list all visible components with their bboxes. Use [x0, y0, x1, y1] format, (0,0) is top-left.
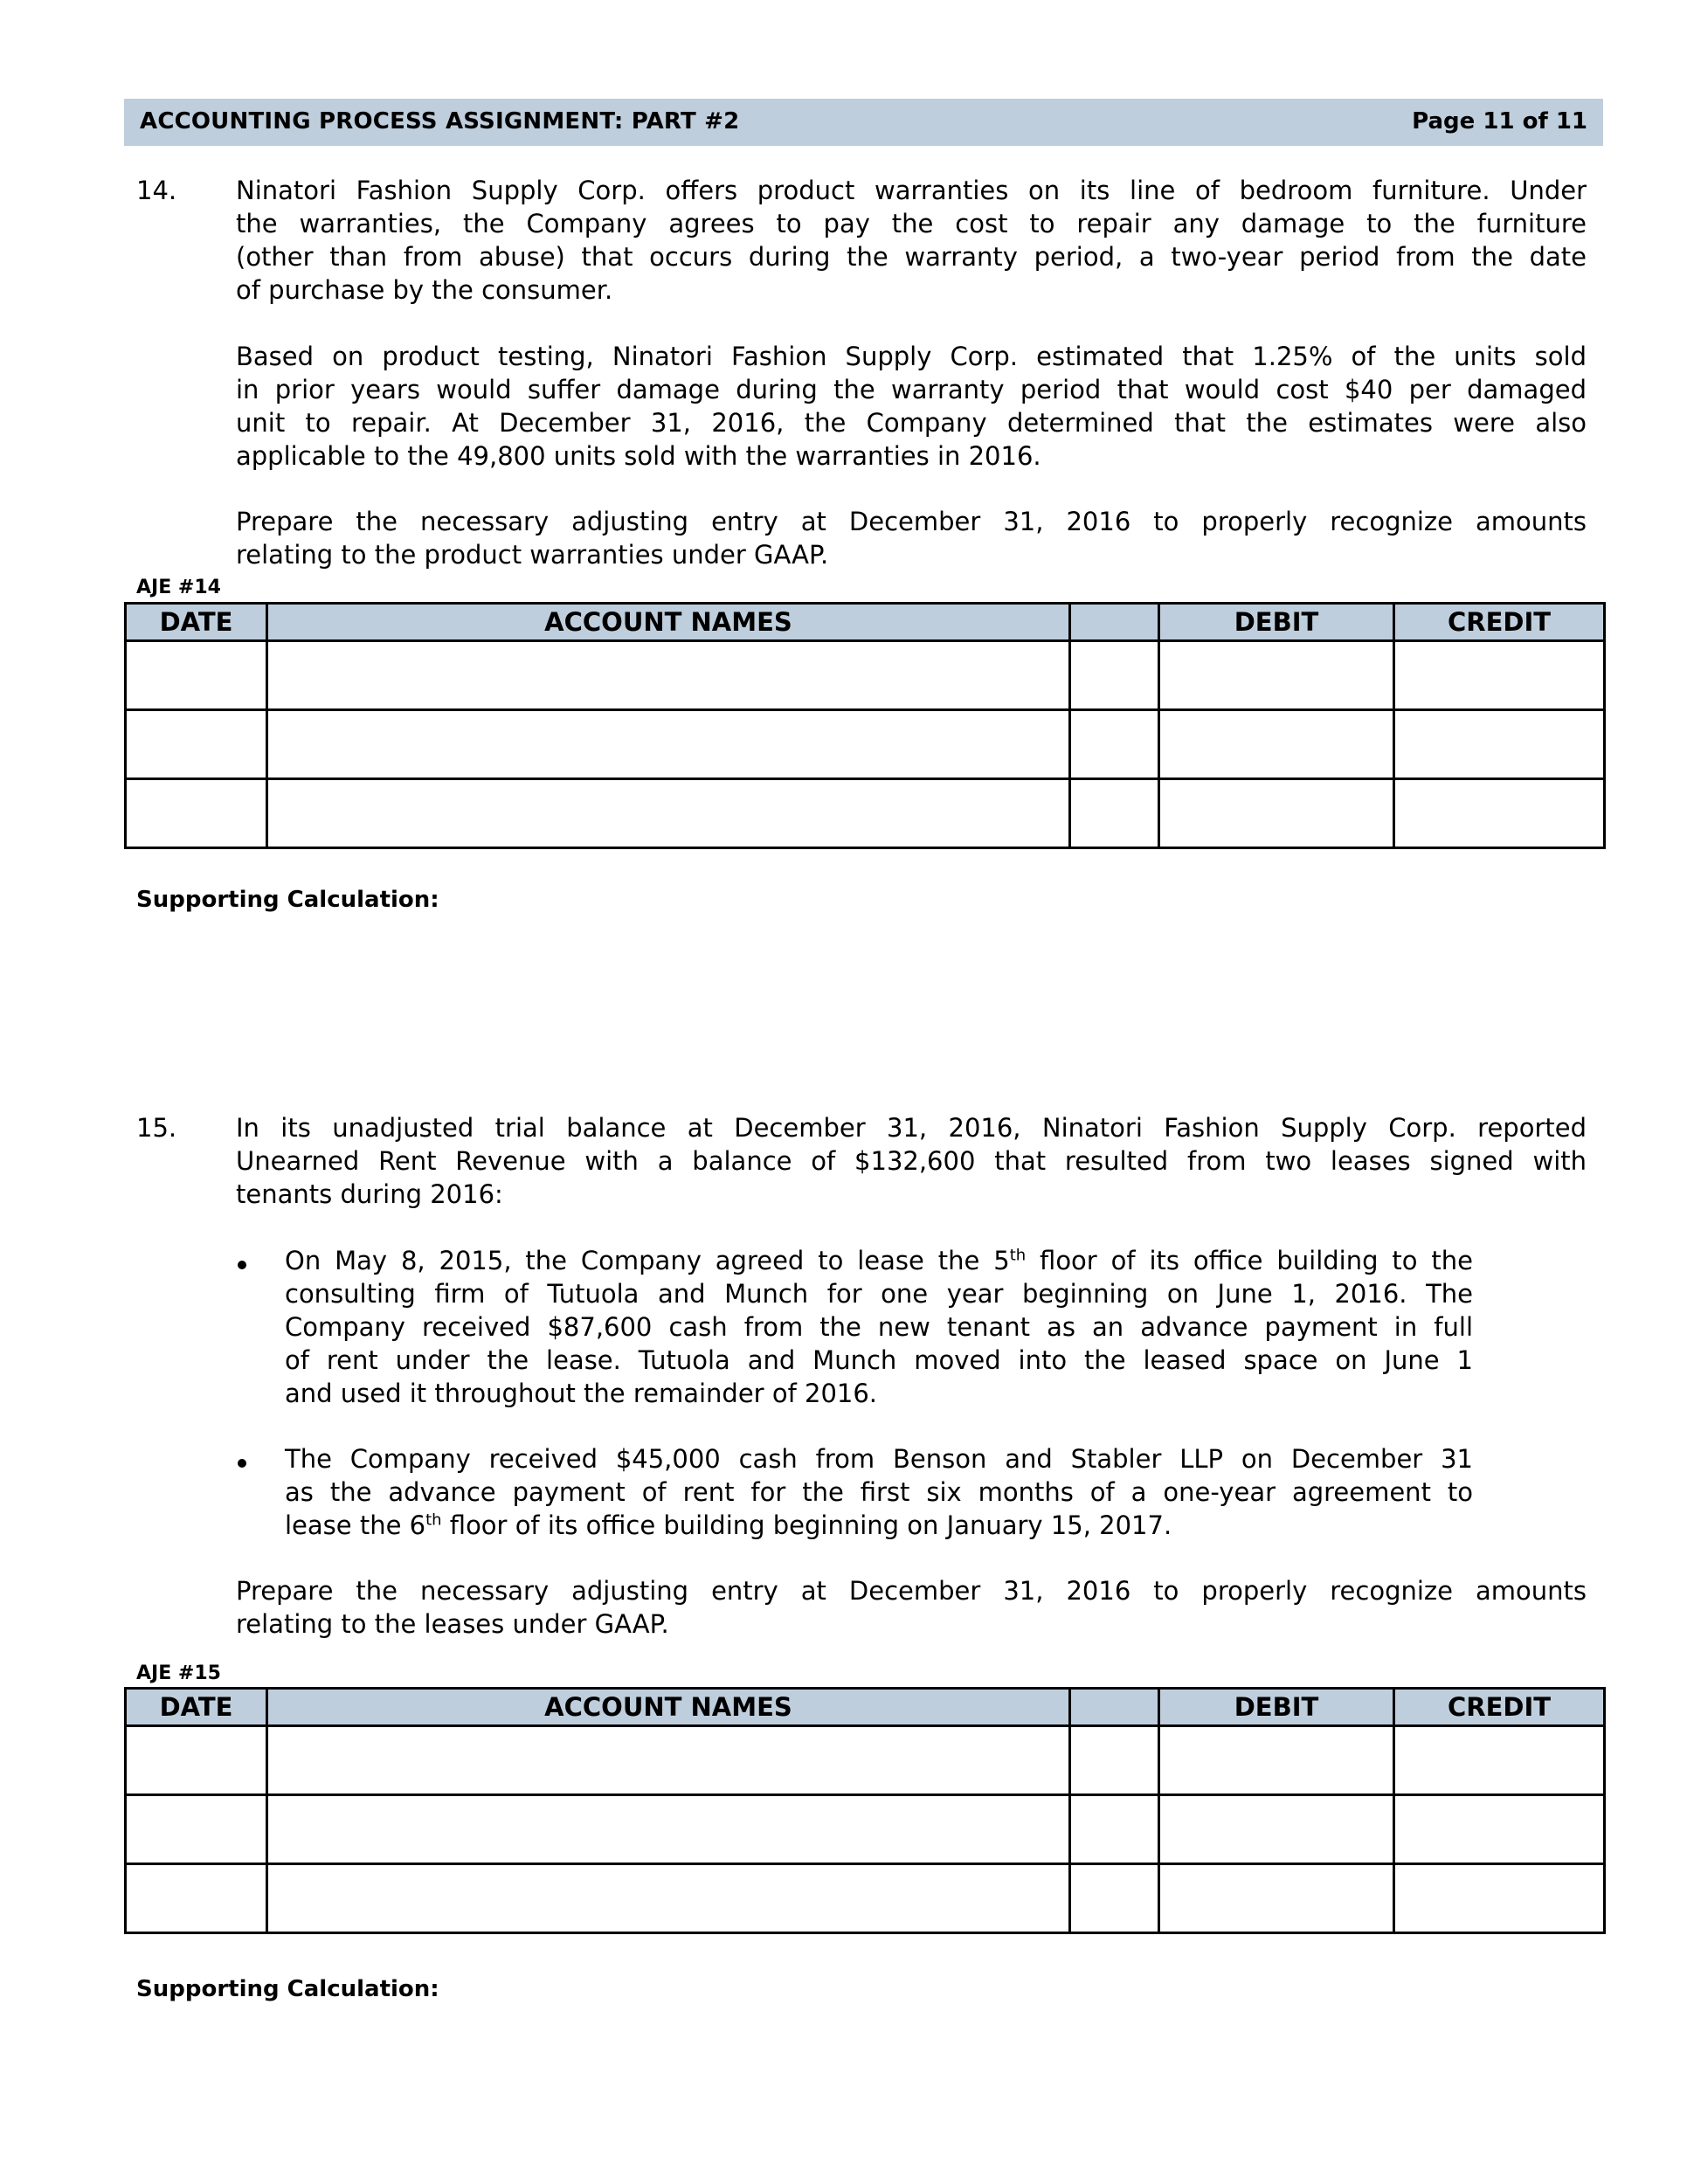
page-number: Page 11 of 11: [1412, 108, 1587, 135]
table-row: [126, 1795, 1605, 1864]
account-name-cell[interactable]: [267, 1795, 1070, 1864]
question-14-number: 14.: [136, 176, 177, 205]
ref-cell[interactable]: [1070, 1795, 1159, 1864]
supporting-calculation-15-label: Supporting Calculation:: [136, 1976, 439, 2002]
text-line: Ninatori Fashion Supply Corp. offers product warranties on its line of bedroom furniture. Under: [236, 176, 1587, 205]
column-header-date: DATE: [126, 604, 267, 641]
ref-cell[interactable]: [1070, 1726, 1159, 1795]
text-line: and used it throughout the remainder of 2016.: [285, 1379, 878, 1408]
text-segment: floor of its office building to the: [1026, 1246, 1474, 1275]
text-line: the warranties, the Company agrees to pay the cost to repair any damage to the furniture: [236, 209, 1587, 238]
bullet-icon: [238, 1261, 246, 1269]
question-14-instruction: [236, 505, 1587, 571]
question-14-paragraph-1: [236, 174, 1587, 307]
debit-cell[interactable]: [1159, 710, 1394, 779]
text-line: Company received $87,600 cash from the new tenant as an advance payment in full: [285, 1312, 1473, 1342]
date-cell[interactable]: [126, 1726, 267, 1795]
text-line: Unearned Rent Revenue with a balance of $132,600 that resulted from two leases signed with: [236, 1146, 1587, 1176]
debit-cell[interactable]: [1159, 1864, 1394, 1933]
text-line: as the advance payment of rent for the first six months of a one-year agreement to: [285, 1477, 1473, 1507]
text-line: The Company received $45,000 cash from Benson and Stabler LLP on December 31: [285, 1444, 1473, 1474]
account-name-cell[interactable]: [267, 1864, 1070, 1933]
table-row: [126, 1864, 1605, 1933]
column-header-account-names: ACCOUNT NAMES: [267, 604, 1070, 641]
table-row: [126, 710, 1605, 779]
aje-15-label: AJE #15: [136, 1662, 221, 1684]
debit-cell[interactable]: [1159, 641, 1394, 710]
question-14-paragraph-2: [236, 340, 1587, 473]
credit-cell[interactable]: [1394, 710, 1605, 779]
ref-cell[interactable]: [1070, 641, 1159, 710]
text-line: In its unadjusted trial balance at December 31, 2016, Ninatori Fashion Supply Corp. reported: [236, 1113, 1587, 1143]
debit-cell[interactable]: [1159, 779, 1394, 848]
page-header-bar: [124, 99, 1603, 146]
table-header-row: [126, 1689, 1605, 1726]
column-header-credit: CREDIT: [1394, 1689, 1605, 1726]
text-line: consulting firm of Tutuola and Munch for one year beginning on June 1, 2016. The: [285, 1279, 1473, 1309]
column-header-account-names: ACCOUNT NAMES: [267, 1689, 1070, 1726]
column-header-blank: [1070, 1689, 1159, 1726]
ref-cell[interactable]: [1070, 710, 1159, 779]
account-name-cell[interactable]: [267, 1726, 1070, 1795]
credit-cell[interactable]: [1394, 1726, 1605, 1795]
text-line: of purchase by the consumer.: [236, 275, 613, 305]
date-cell[interactable]: [126, 641, 267, 710]
credit-cell[interactable]: [1394, 1864, 1605, 1933]
superscript: th: [425, 1510, 442, 1530]
text-line: in prior years would suffer damage during the warranty period that would cost $40 per damaged: [236, 375, 1587, 404]
supporting-calculation-14-label: Supporting Calculation:: [136, 887, 439, 913]
question-15-paragraph-1: [236, 1111, 1587, 1211]
text-line: relating to the product warranties under GAAP.: [236, 540, 829, 570]
aje-14-label: AJE #14: [136, 577, 221, 598]
question-15-instruction: [236, 1574, 1587, 1641]
credit-cell[interactable]: [1394, 779, 1605, 848]
bullet-icon: [238, 1459, 246, 1468]
column-header-debit: DEBIT: [1159, 1689, 1394, 1726]
text-line: tenants during 2016:: [236, 1179, 503, 1209]
lease-bullet-2: [285, 1442, 1473, 1542]
date-cell[interactable]: [126, 1864, 267, 1933]
document-title: ACCOUNTING PROCESS ASSIGNMENT: PART #2: [140, 108, 740, 135]
debit-cell[interactable]: [1159, 1726, 1394, 1795]
account-name-cell[interactable]: [267, 710, 1070, 779]
question-15-number: 15.: [136, 1113, 177, 1143]
table-header-row: [126, 604, 1605, 641]
table-row: [126, 1726, 1605, 1795]
credit-cell[interactable]: [1394, 1795, 1605, 1864]
text-line: Based on product testing, Ninatori Fashion Supply Corp. estimated that 1.25% of the units sold: [236, 342, 1587, 371]
text-line: Prepare the necessary adjusting entry at December 31, 2016 to properly recognize amounts: [236, 507, 1587, 536]
table-row: [126, 779, 1605, 848]
text-line: applicable to the 49,800 units sold with the warranties in 2016.: [236, 441, 1041, 471]
text-segment: On May 8, 2015, the Company agreed to lease the 5: [285, 1246, 1010, 1275]
text-line: relating to the leases under GAAP.: [236, 1609, 669, 1639]
debit-cell[interactable]: [1159, 1795, 1394, 1864]
date-cell[interactable]: [126, 710, 267, 779]
date-cell[interactable]: [126, 1795, 267, 1864]
text-line: of rent under the lease. Tutuola and Munch moved into the leased space on June 1: [285, 1345, 1473, 1375]
text-segment: floor of its office building beginning on January 15, 2017.: [441, 1510, 1172, 1540]
ref-cell[interactable]: [1070, 1864, 1159, 1933]
lease-bullet-1: [285, 1244, 1473, 1410]
text-segment: lease the 6: [285, 1510, 426, 1540]
account-name-cell[interactable]: [267, 779, 1070, 848]
ref-cell[interactable]: [1070, 779, 1159, 848]
date-cell[interactable]: [126, 779, 267, 848]
text-line: [285, 1244, 1473, 1277]
column-header-blank: [1070, 604, 1159, 641]
superscript: th: [1009, 1246, 1027, 1265]
table-row: [126, 641, 1605, 710]
column-header-debit: DEBIT: [1159, 604, 1394, 641]
credit-cell[interactable]: [1394, 641, 1605, 710]
journal-entry-table-15: [124, 1687, 1606, 1934]
text-line: (other than from abuse) that occurs during the warranty period, a two-year period from the date: [236, 242, 1587, 272]
text-line: unit to repair. At December 31, 2016, the Company determined that the estimates were also: [236, 408, 1587, 438]
text-line: [285, 1509, 1473, 1542]
column-header-credit: CREDIT: [1394, 604, 1605, 641]
column-header-date: DATE: [126, 1689, 267, 1726]
account-name-cell[interactable]: [267, 641, 1070, 710]
journal-entry-table-14: [124, 602, 1606, 849]
text-line: Prepare the necessary adjusting entry at December 31, 2016 to properly recognize amounts: [236, 1576, 1587, 1606]
